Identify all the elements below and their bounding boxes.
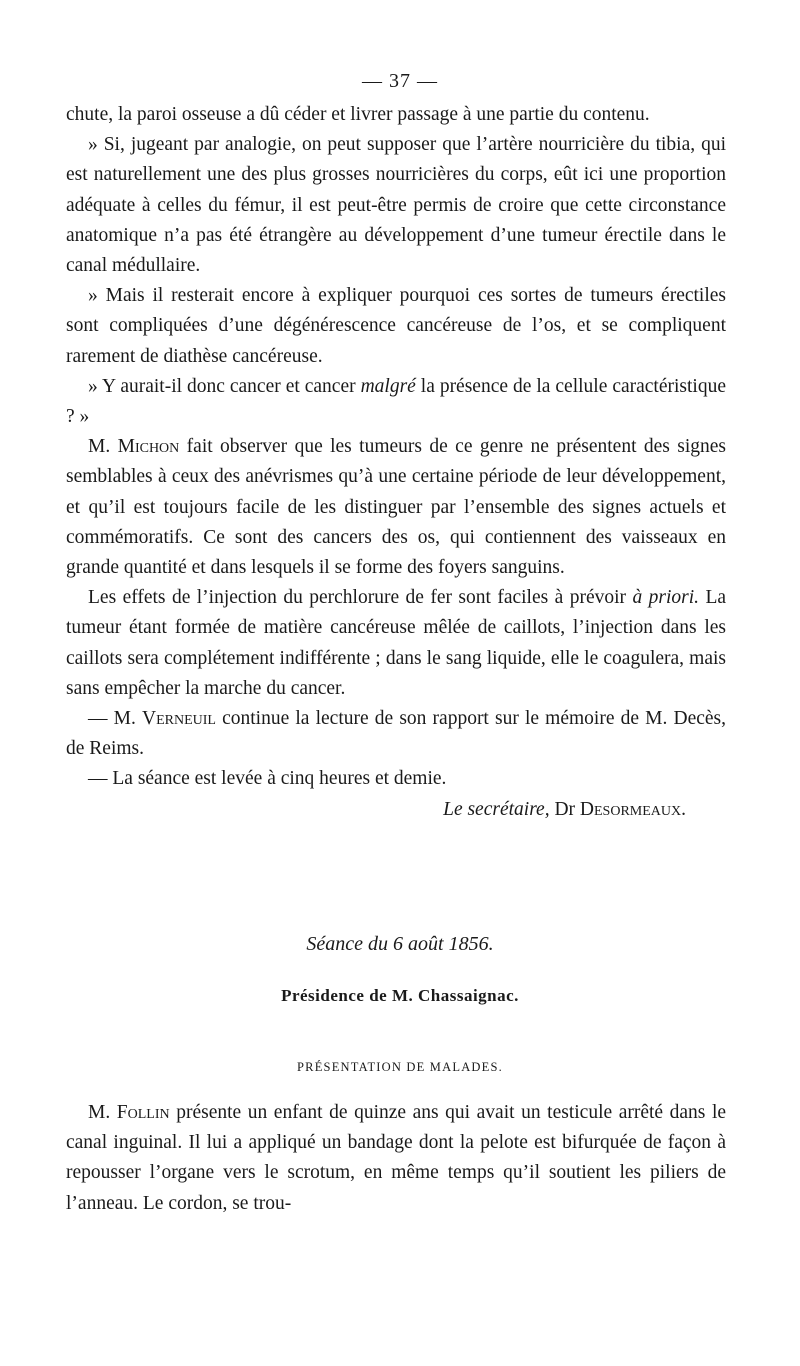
main-text-block: [66, 100, 726, 825]
speaker-verneuil: Verneuil: [142, 708, 216, 730]
session-title: Séance du 6 août 1856.: [306, 933, 494, 955]
page-number: — 37 —: [362, 70, 438, 92]
presidence-heading: Présidence de M. Chassaignac.: [281, 986, 519, 1005]
p5-m: M.: [88, 436, 111, 458]
p7-dash: — M.: [88, 708, 136, 730]
follin-m: M.: [88, 1102, 111, 1123]
p7-text: continue la lecture de son rapport sur le mémoire de M. Decès, de Reims.: [66, 708, 727, 760]
paragraph-3: » Mais il resterait encore à expliquer pourquoi ces sortes de tumeurs érectiles sont compliquées d’une dégénérescence cancéreuse de l’os, et se compliquent rarement de diathèse cancéreuse.: [66, 285, 726, 367]
paragraph-follin: [66, 1098, 726, 1219]
speaker-michon: Michon: [117, 436, 180, 458]
paragraph-2: » Si, jugeant par analogie, on peut supposer que l’artère nourricière du tibia, qui est naturellement une des plus grosses nourricières du corps, eût ici une proportion adéquate à celles du fémur, il est peut-être permis de croire que cette circonstance anatomique n’a pas été étrangère au développement d’une tumeur érectile dans le canal médullaire.: [66, 134, 726, 277]
signature-dr: Dr: [554, 798, 576, 820]
paragraph-7: [66, 704, 726, 764]
second-text-block: [66, 1098, 726, 1219]
p6-before: Les effets de l’injection du perchlorure de fer sont faciles à prévoir: [88, 587, 627, 609]
paragraph-1: chute, la paroi osseuse a dû céder et livrer passage à une partie du contenu.: [66, 104, 650, 125]
p4-before: » Y aurait-il donc cancer et cancer: [88, 375, 356, 397]
signature: [66, 795, 726, 825]
signature-name: Desormeaux.: [579, 798, 686, 820]
follin-text: présente un enfant de quinze ans qui avait un testicule arrêté dans le canal inguinal. Il lui a appliqué un bandage dont la pelote est bifurquée de façon à repousser l’organe vers le scrotum, en même temps qu’il soutient les piliers de l’anneau. Le cordon, se trou-: [66, 1102, 727, 1214]
signature-role: Le secrétaire,: [443, 798, 550, 820]
section-heading: PRÉSENTATION DE MALADES.: [297, 1060, 503, 1074]
p4-after: la présence de la cellule caractéristique ? »: [66, 375, 726, 428]
paragraph-5: [66, 432, 726, 583]
paragraph-4: [66, 372, 726, 432]
speaker-follin: Follin: [116, 1102, 170, 1123]
p4-emphasis: malgré: [360, 375, 416, 397]
paragraph-8: — La séance est levée à cinq heures et demie.: [88, 768, 447, 790]
p6-emphasis: à priori.: [632, 587, 700, 609]
paragraph-6: [66, 583, 726, 704]
p5-text: fait observer que les tumeurs de ce genre ne présentent des signes semblables à ceux des anévrismes qu’à une certaine période de leur développement, et qu’il est toujours facile de les distinguer par l’ensemble des signes actuels et commémoratifs. Ce sont des cancers des os, qui contiennent des vaisseaux en grande quantité et dans lesquels il se forme des foyers sanguins.: [66, 436, 727, 579]
p6-after: La tumeur étant formée de matière cancéreuse mêlée de caillots, l’injection dans les caillots sera complétement indifférente ; dans le sang liquide, elle le coagulera, mais sans empêcher la marche du cancer.: [66, 587, 727, 699]
